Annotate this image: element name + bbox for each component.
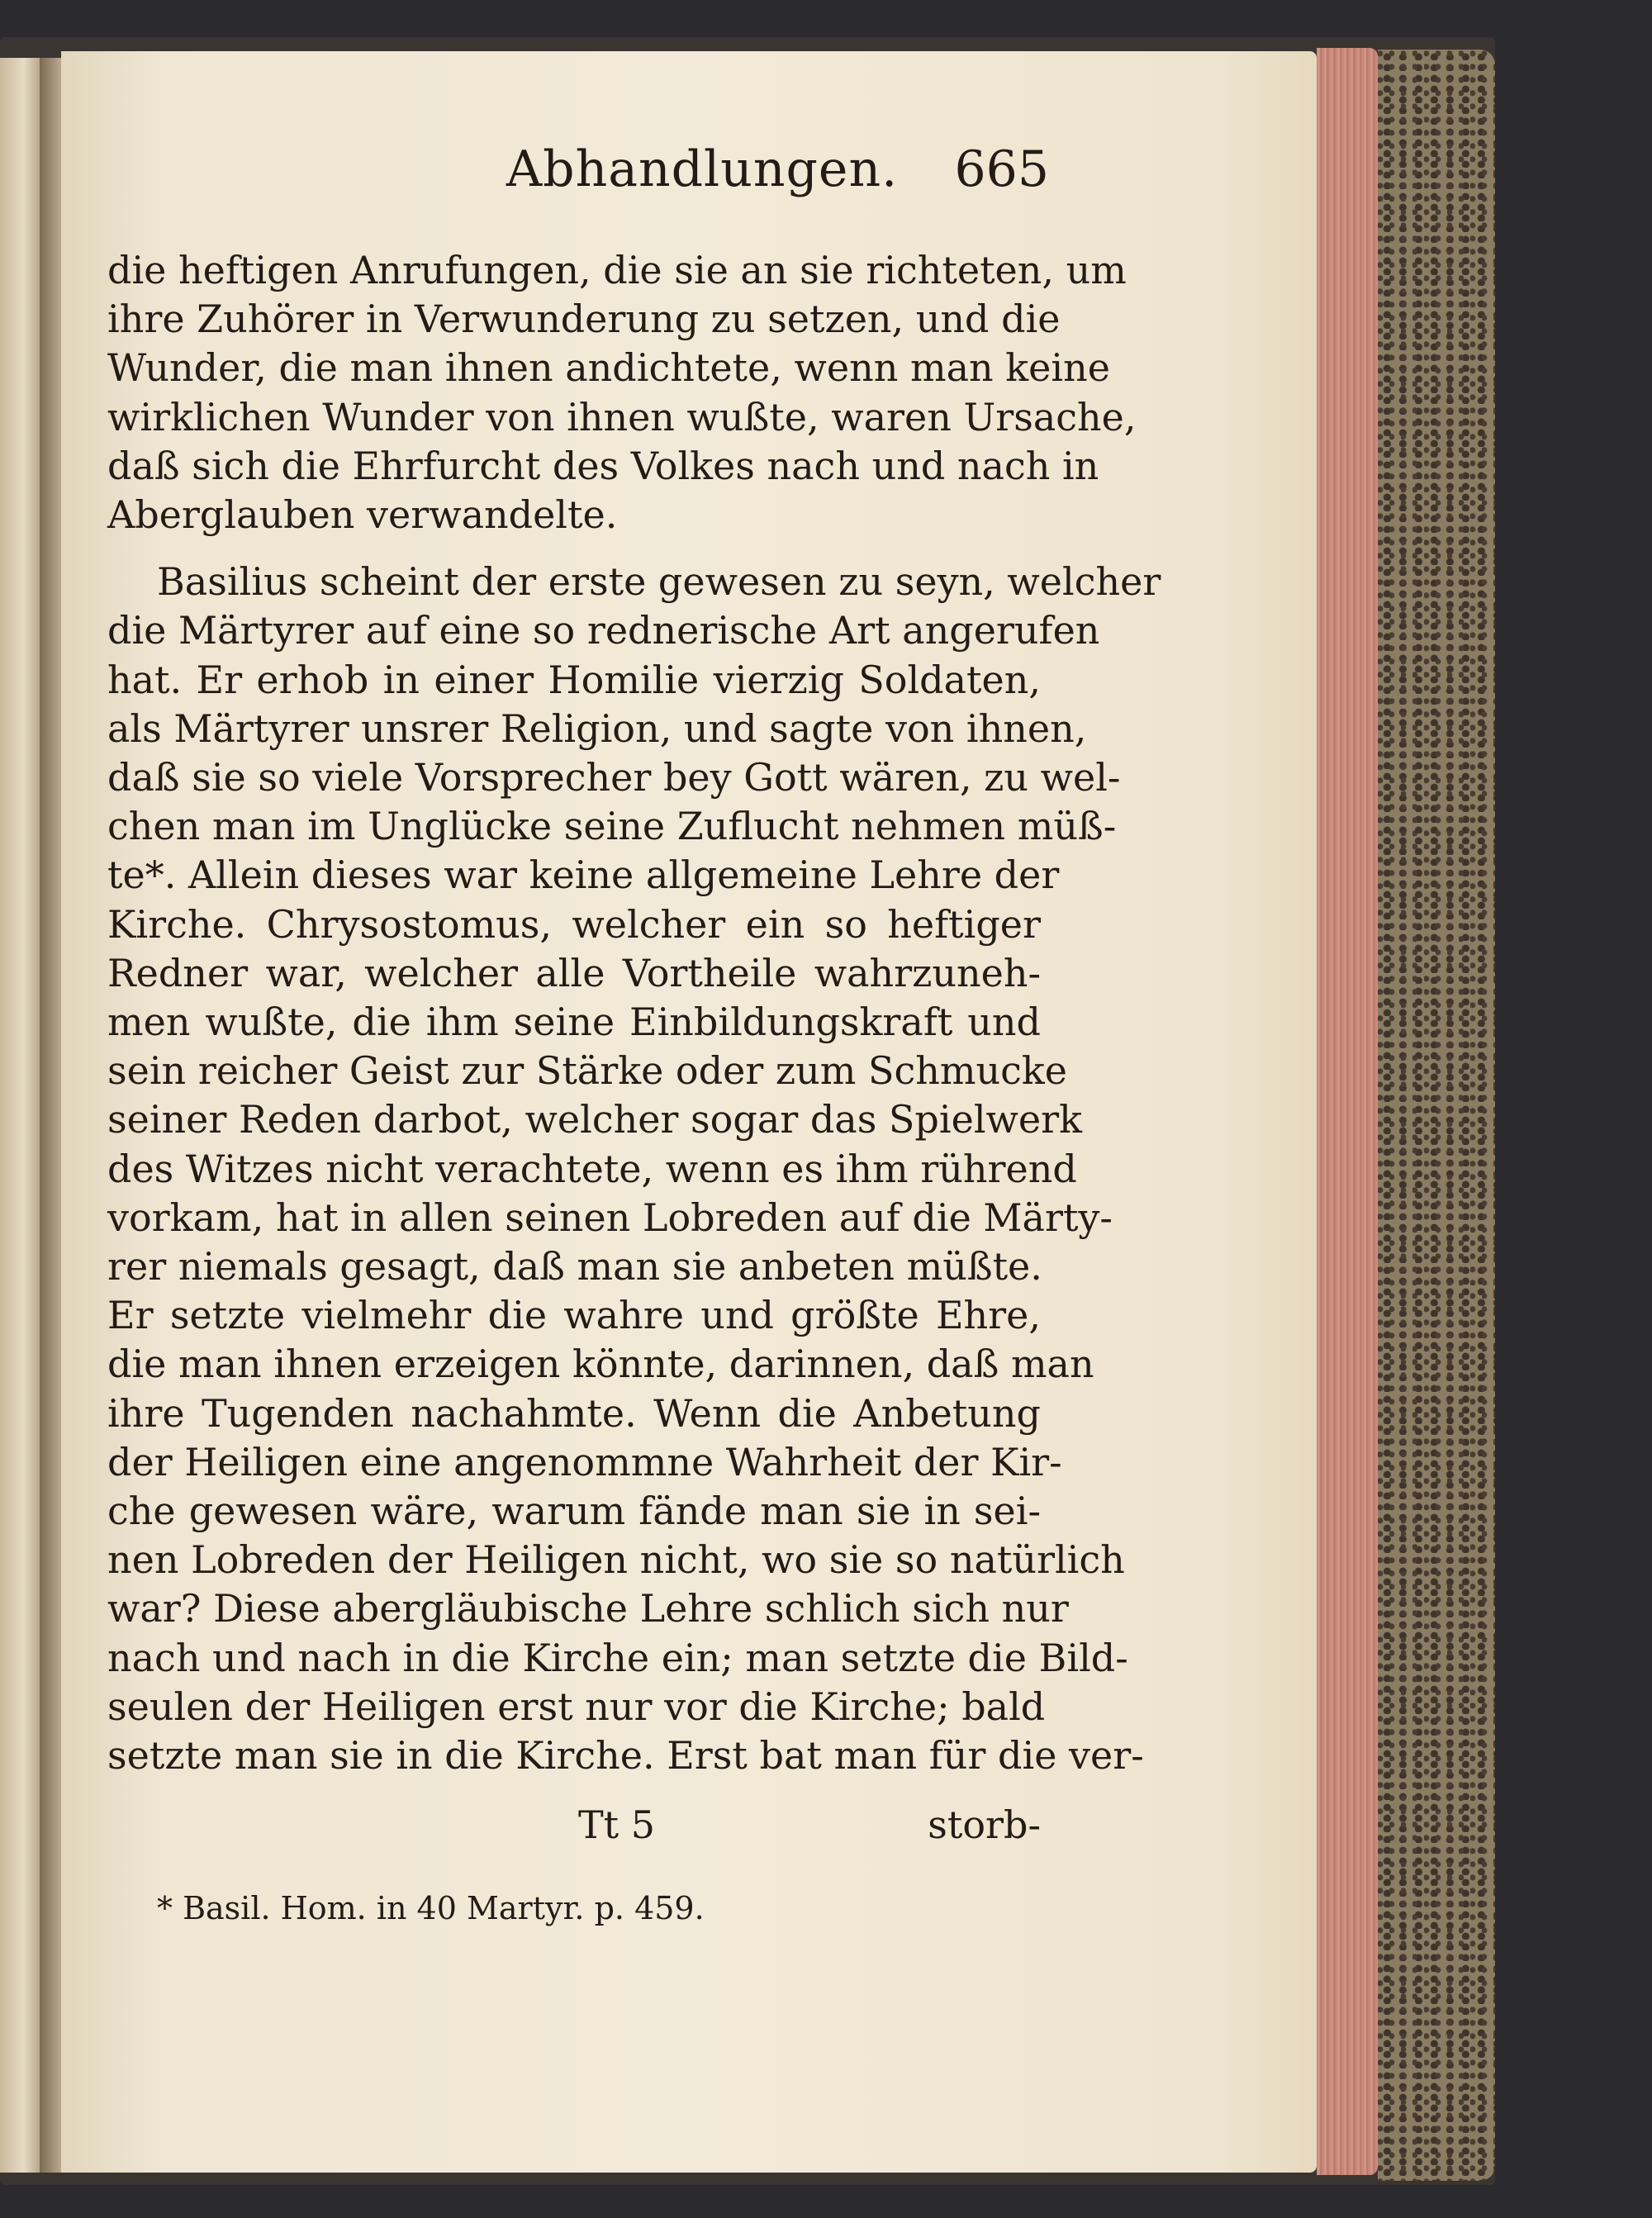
text-line: vorkam, hat in allen seinen Lobreden auf die Märty- <box>107 1194 1113 1240</box>
body-text <box>107 246 1161 1780</box>
text-line: Kirche. Chrysostomus, welcher ein so heftiger <box>107 901 1041 947</box>
text-line: chen man im Unglücke seine Zuflucht nehmen müß- <box>107 804 1117 849</box>
text-line: rer niemals gesagt, daß man sie anbeten müßte. <box>107 1244 1042 1289</box>
footnote: * Basil. Hom. in 40 Martyr. p. 459. <box>157 1890 705 1926</box>
catchword: storb- <box>928 1802 1041 1847</box>
marbled-cover-edge <box>1378 50 1495 2181</box>
signature-mark: Tt 5 <box>578 1802 656 1847</box>
text-line: seulen der Heiligen erst nur vor die Kirche; bald <box>107 1684 1046 1729</box>
text-line: Wunder, die man ihnen andichtete, wenn man keine <box>107 345 1110 391</box>
text-line: Basilius scheint der erste gewesen zu seyn, welcher <box>157 559 1161 605</box>
text-line: daß sie so viele Vorsprecher bey Gott wären, zu wel- <box>107 755 1121 800</box>
page-number: 665 <box>954 140 1049 198</box>
text-line: che gewesen wäre, warum fände man sie in sei- <box>107 1489 1041 1534</box>
text-line: des Witzes nicht verachtete, wenn es ihm rührend <box>107 1146 1077 1191</box>
left-page-edge <box>0 58 40 2173</box>
text-line: Aberglauben verwandelte. <box>107 492 618 538</box>
text-line: sein reicher Geist zur Stärke oder zum Schmucke <box>107 1048 1068 1094</box>
text-line: die man ihnen erzeigen könnte, darinnen, daß man <box>107 1342 1094 1387</box>
text-line: hat. Er erhob in einer Homilie vierzig Soldaten, <box>107 657 1041 702</box>
text-line: der Heiligen eine angenommne Wahrheit der Kir- <box>107 1439 1062 1484</box>
paragraph-gap <box>107 539 1041 558</box>
page-edges <box>1317 48 1378 2175</box>
text-line: war? Diese abergläubische Lehre schlich sich nur <box>107 1586 1069 1631</box>
text-line: die heftigen Anrufungen, die sie an sie richteten, um <box>107 248 1127 292</box>
text-line: als Märtyrer unsrer Religion, und sagte von ihnen, <box>107 705 1087 751</box>
text-line: die Märtyrer auf eine so rednerische Art angerufen <box>107 608 1100 653</box>
book-gutter <box>40 58 61 2173</box>
text-line: seiner Reden darbot, welcher sogar das Spielwerk <box>107 1097 1082 1142</box>
text-line: wirklichen Wunder von ihnen wußte, waren Ursache, <box>107 394 1137 439</box>
running-head: Abhandlungen. <box>506 140 899 198</box>
text-line: ihre Tugenden nachahmte. Wenn die Anbetung <box>107 1390 1041 1436</box>
text-line: te*. Allein dieses war keine allgemeine Lehre der <box>107 853 1060 898</box>
text-line: ihre Zuhörer in Verwunderung zu setzen, und die <box>107 297 1061 342</box>
text-line: nen Lobreden der Heiligen nicht, wo sie so natürlich <box>107 1537 1125 1583</box>
text-line: nach und nach in die Kirche ein; man setzte die Bild- <box>107 1635 1128 1680</box>
text-line: setzte man sie in die Kirche. Erst bat man für die ver- <box>107 1733 1144 1779</box>
text-line: Redner war, welcher alle Vortheile wahrzuneh- <box>107 950 1041 995</box>
text-line: men wußte, die ihm seine Einbildungskraft und <box>107 1000 1041 1045</box>
page-footer-row <box>107 1802 1041 1852</box>
text-line: Er setzte vielmehr die wahre und größte Ehre, <box>107 1293 1041 1338</box>
text-line: daß sich die Ehrfurcht des Volkes nach und nach in <box>107 443 1099 488</box>
